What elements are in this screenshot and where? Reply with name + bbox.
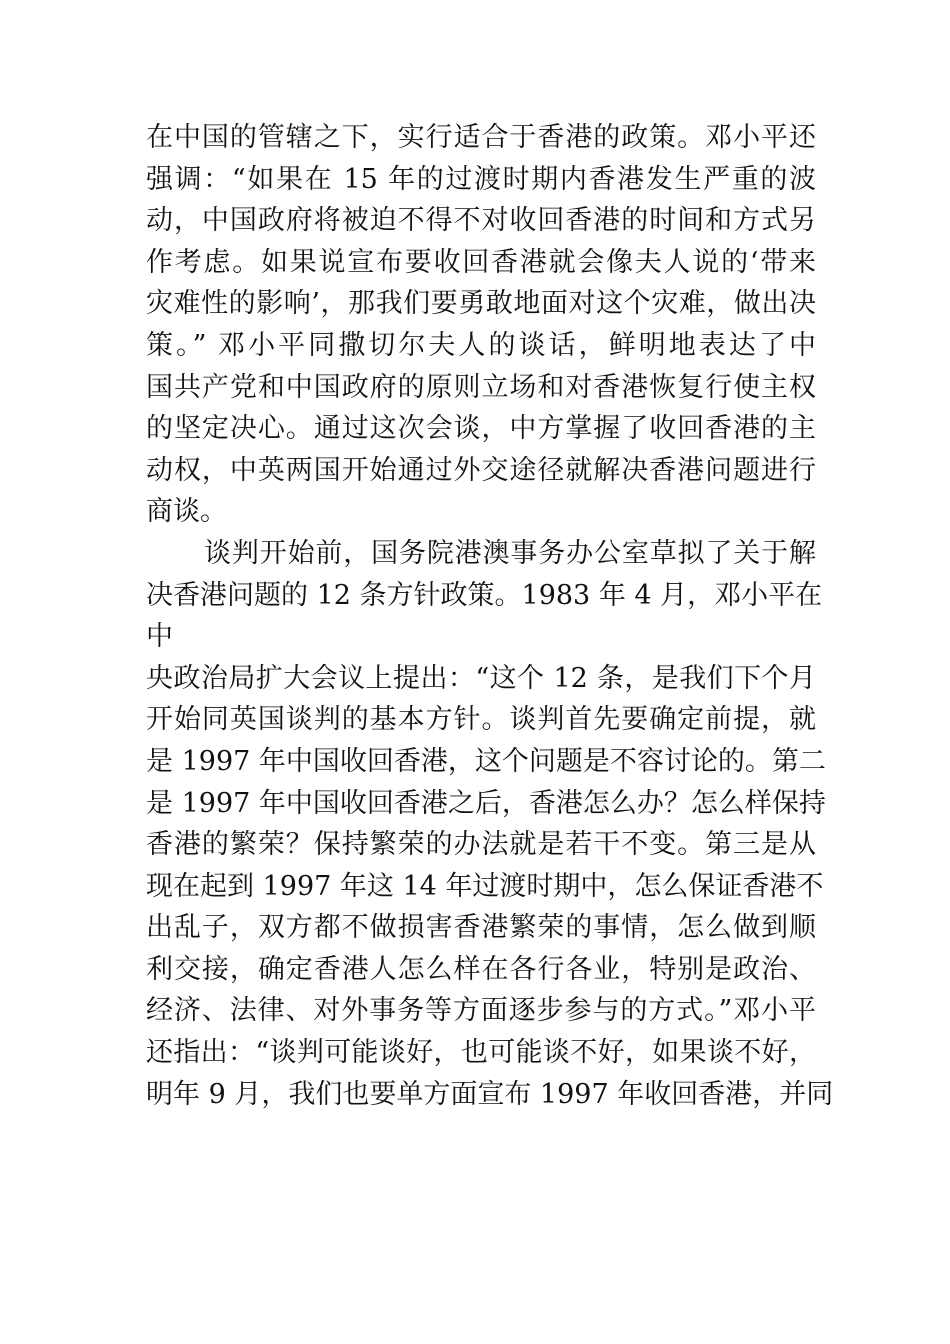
text-line: 动权，中英两国开始通过外交途径就解决香港问题进行: [146, 454, 816, 486]
text-line: 的坚定决心。通过这次会谈，中方掌握了收回香港的主: [146, 413, 816, 445]
text-line: 中: [146, 621, 173, 653]
text-line: 是 1997 年中国收回香港，这个问题是不容讨论的。第二: [146, 745, 826, 777]
text-line: 决香港问题的 12 条方针政策。1983 年 4 月，邓小平在: [146, 579, 823, 611]
text-line: 动，中国政府将被迫不得不对收回香港的时间和方式另: [146, 205, 816, 237]
text-line: 经济、法律、对外事务等方面逐步参与的方式。”邓小平: [146, 995, 816, 1027]
text-line: 强调：“如果在 15 年的过渡时期内香港发生严重的波: [146, 163, 816, 195]
text-line: 在中国的管辖之下，实行适合于香港的政策。邓小平还: [146, 122, 816, 153]
text-line: 作考虑。如果说宣布要收回香港就会像夫人说的‘带来: [146, 246, 816, 278]
text-line: 央政治局扩大会议上提出：“这个 12 条，是我们下个月: [146, 662, 816, 694]
text-line: 香港的繁荣？保持繁荣的办法就是若干不变。第三是从: [146, 829, 816, 861]
text-line: 策。” 邓小平同撒切尔夫人的谈话，鲜明地表达了中: [146, 329, 816, 361]
text-line: 明年 9 月，我们也要单方面宣布 1997 年收回香港，并同: [146, 1078, 834, 1110]
body-text: [146, 117, 834, 1115]
text-line: 还指出：“谈判可能谈好，也可能谈不好，如果谈不好，: [146, 1037, 816, 1069]
text-line: 灾难性的影响’，那我们要勇敢地面对这个灾难，做出决: [146, 288, 816, 320]
paragraph-start-line: 谈判开始前，国务院港澳事务办公室草拟了关于解: [204, 537, 816, 569]
text-line: 现在起到 1997 年这 14 年过渡时期中，怎么保证香港不: [146, 870, 824, 902]
text-line: 利交接，确定香港人怎么样在各行各业，特别是政治、: [146, 953, 816, 985]
text-line: 出乱子，双方都不做损害香港繁荣的事情，怎么做到顺: [146, 912, 816, 944]
paragraph-end-line: 商谈。: [146, 496, 227, 528]
text-line: 是 1997 年中国收回香港之后，香港怎么办？怎么样保持: [146, 787, 826, 819]
text-line: 国共产党和中国政府的原则立场和对香港恢复行使主权: [146, 371, 816, 403]
text-line: 开始同英国谈判的基本方针。谈判首先要确定前提，就: [146, 704, 816, 736]
